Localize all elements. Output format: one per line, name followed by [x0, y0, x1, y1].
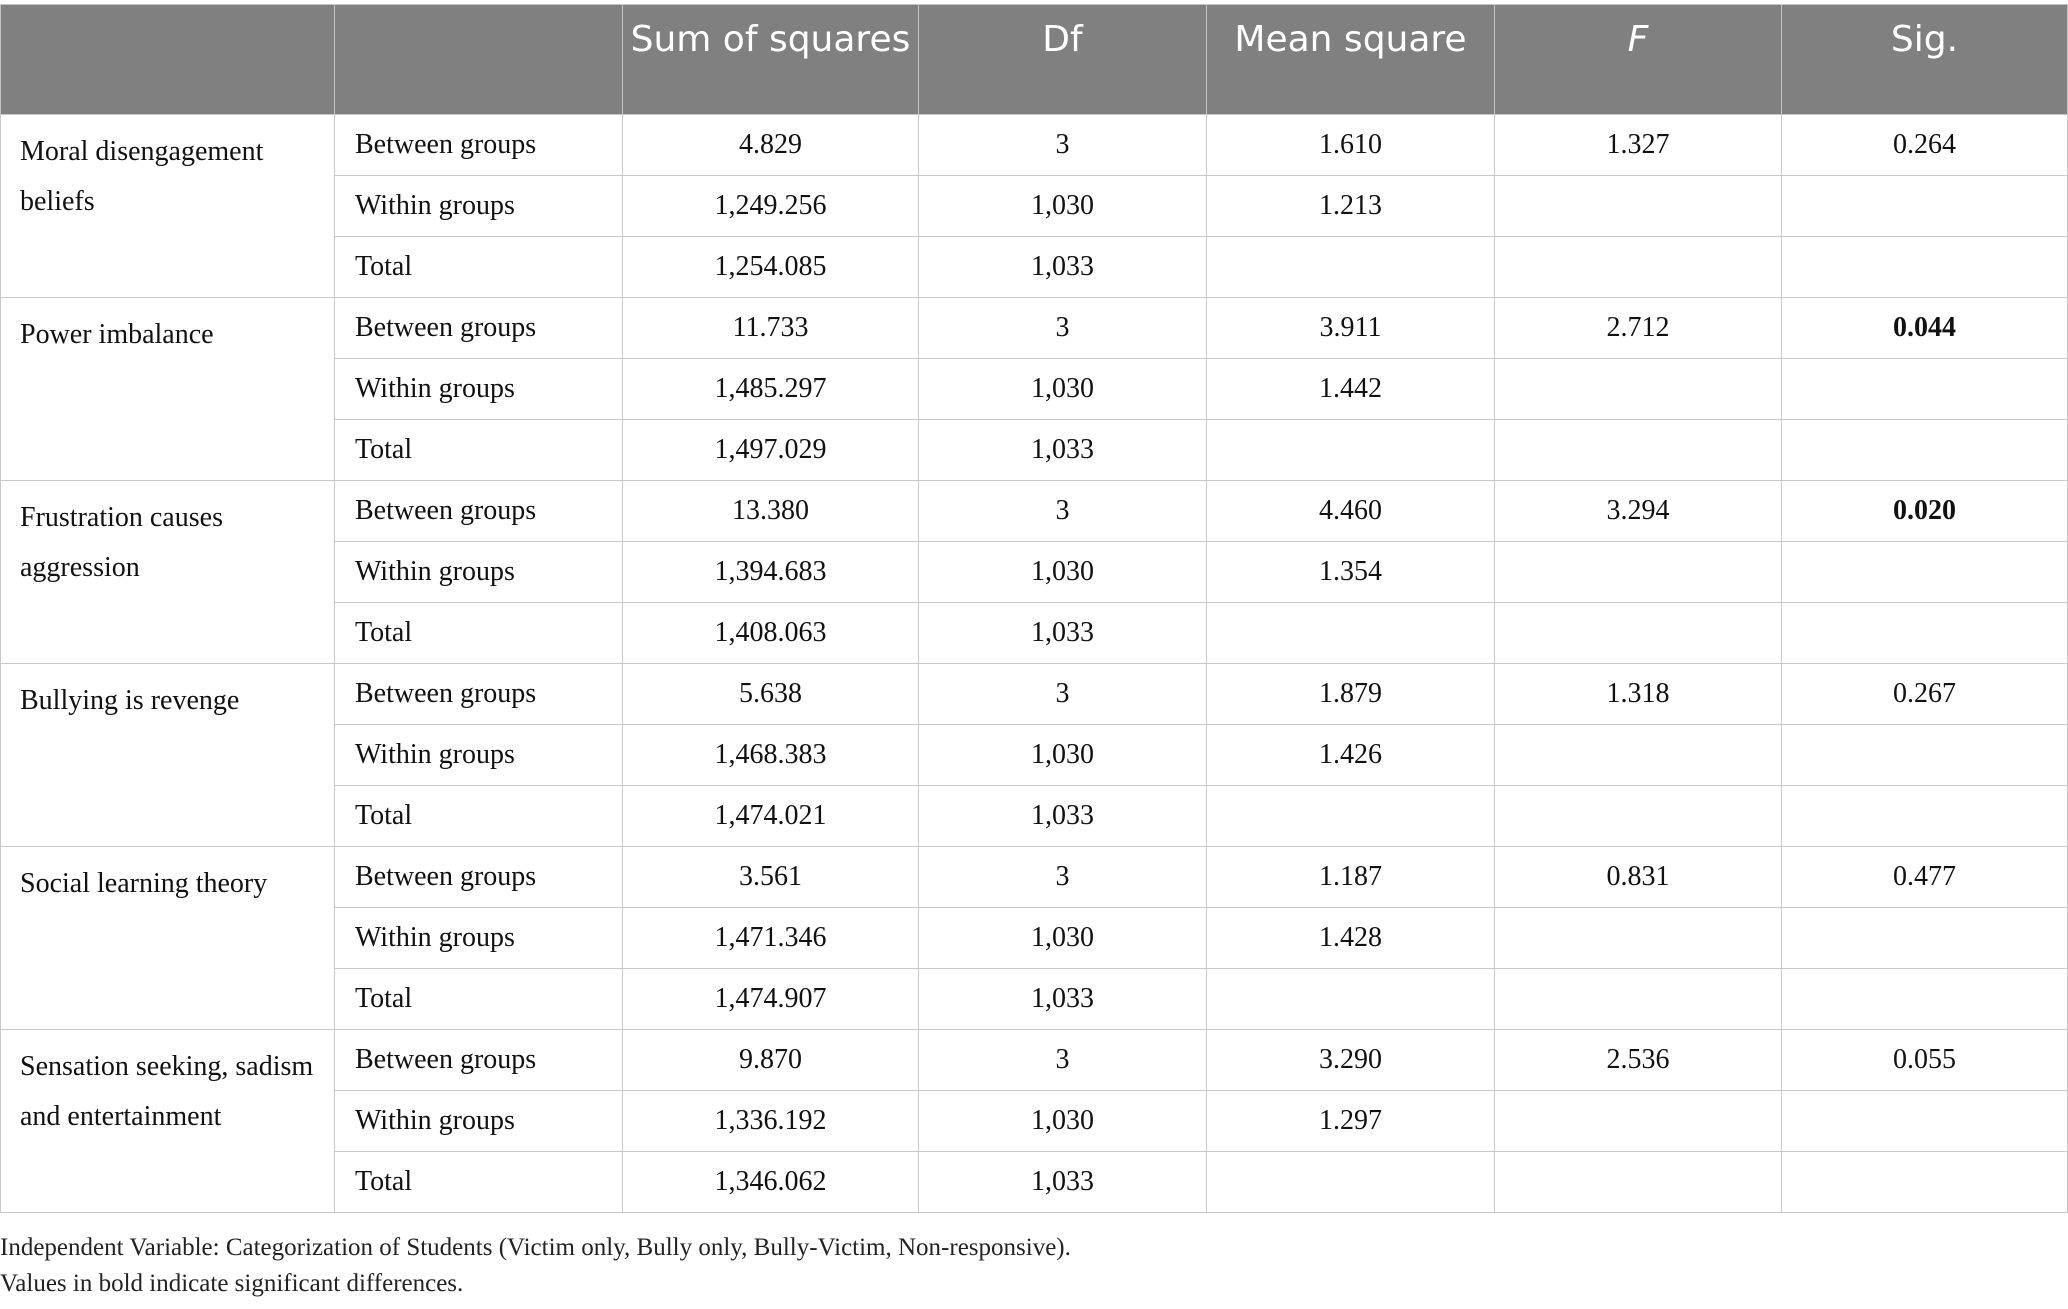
sum-of-squares-cell: 4.829 [623, 115, 919, 176]
sum-of-squares-cell: 5.638 [623, 664, 919, 725]
sig-cell [1782, 969, 2068, 1030]
mean-square-cell [1207, 603, 1495, 664]
source-cell: Within groups [335, 1091, 623, 1152]
mean-square-cell [1207, 237, 1495, 298]
df-cell: 1,030 [919, 1091, 1207, 1152]
sum-of-squares-cell: 1,497.029 [623, 420, 919, 481]
mean-square-cell [1207, 786, 1495, 847]
source-cell: Total [335, 1152, 623, 1213]
df-cell: 3 [919, 115, 1207, 176]
source-cell: Total [335, 969, 623, 1030]
source-cell: Total [335, 786, 623, 847]
table-row [1, 664, 2068, 725]
sig-cell: 0.267 [1782, 664, 2068, 725]
table-row [1, 115, 2068, 176]
header-mean-square: Mean square [1207, 5, 1495, 115]
sum-of-squares-cell: 11.733 [623, 298, 919, 359]
mean-square-cell: 1.297 [1207, 1091, 1495, 1152]
source-cell: Between groups [335, 1030, 623, 1091]
df-cell: 3 [919, 847, 1207, 908]
f-cell [1495, 969, 1782, 1030]
f-cell: 0.831 [1495, 847, 1782, 908]
sum-of-squares-cell: 1,336.192 [623, 1091, 919, 1152]
mean-square-cell: 1.213 [1207, 176, 1495, 237]
header-f: F [1495, 5, 1782, 115]
df-cell: 1,033 [919, 969, 1207, 1030]
sig-cell: 0.477 [1782, 847, 2068, 908]
f-cell: 2.712 [1495, 298, 1782, 359]
table-body [1, 115, 2068, 1213]
variable-name-cell: Bullying is revenge [1, 664, 335, 847]
sum-of-squares-cell: 13.380 [623, 481, 919, 542]
f-cell [1495, 359, 1782, 420]
mean-square-cell: 3.290 [1207, 1030, 1495, 1091]
mean-square-cell: 3.911 [1207, 298, 1495, 359]
f-cell: 3.294 [1495, 481, 1782, 542]
f-cell [1495, 725, 1782, 786]
sum-of-squares-cell: 1,346.062 [623, 1152, 919, 1213]
sig-cell [1782, 1152, 2068, 1213]
variable-name-cell: Power imbalance [1, 298, 335, 481]
table-row [1, 1030, 2068, 1091]
source-cell: Total [335, 420, 623, 481]
variable-name-cell: Moral disengagement beliefs [1, 115, 335, 298]
variable-name-cell: Frustration causes aggression [1, 481, 335, 664]
mean-square-cell [1207, 1152, 1495, 1213]
f-cell [1495, 603, 1782, 664]
sum-of-squares-cell: 1,249.256 [623, 176, 919, 237]
sig-cell: 0.020 [1782, 481, 2068, 542]
sig-cell [1782, 542, 2068, 603]
sum-of-squares-cell: 1,394.683 [623, 542, 919, 603]
df-cell: 1,033 [919, 237, 1207, 298]
f-cell [1495, 237, 1782, 298]
table-row [1, 481, 2068, 542]
source-cell: Total [335, 237, 623, 298]
header-variable [1, 5, 335, 115]
source-cell: Within groups [335, 542, 623, 603]
sum-of-squares-cell: 9.870 [623, 1030, 919, 1091]
sum-of-squares-cell: 3.561 [623, 847, 919, 908]
sig-cell [1782, 420, 2068, 481]
footnote-independent-variable: Independent Variable: Categorization of Students (Victim only, Bully only, Bully-Victim, Non-responsive). [0, 1234, 1071, 1261]
sum-of-squares-cell: 1,408.063 [623, 603, 919, 664]
sig-cell [1782, 1091, 2068, 1152]
source-cell: Within groups [335, 176, 623, 237]
sig-cell [1782, 603, 2068, 664]
source-cell: Between groups [335, 115, 623, 176]
df-cell: 1,033 [919, 420, 1207, 481]
sig-cell: 0.055 [1782, 1030, 2068, 1091]
f-cell [1495, 1152, 1782, 1213]
header-sum-of-squares: Sum of squares [623, 5, 919, 115]
mean-square-cell: 1.354 [1207, 542, 1495, 603]
table-footnotes [0, 1230, 1071, 1302]
header-source [335, 5, 623, 115]
mean-square-cell [1207, 420, 1495, 481]
sum-of-squares-cell: 1,254.085 [623, 237, 919, 298]
df-cell: 1,030 [919, 725, 1207, 786]
df-cell: 3 [919, 298, 1207, 359]
sig-cell [1782, 725, 2068, 786]
footnote-bold-values: Values in bold indicate significant differences. [0, 1270, 464, 1297]
source-cell: Between groups [335, 847, 623, 908]
sum-of-squares-cell: 1,485.297 [623, 359, 919, 420]
anova-table [0, 4, 2068, 1213]
df-cell: 1,030 [919, 908, 1207, 969]
df-cell: 1,030 [919, 542, 1207, 603]
f-cell [1495, 786, 1782, 847]
f-cell: 1.318 [1495, 664, 1782, 725]
df-cell: 1,033 [919, 1152, 1207, 1213]
variable-name-cell: Sensation seeking, sadism and entertainment [1, 1030, 335, 1213]
f-cell [1495, 420, 1782, 481]
f-cell [1495, 542, 1782, 603]
header-df: Df [919, 5, 1207, 115]
df-cell: 3 [919, 664, 1207, 725]
source-cell: Between groups [335, 664, 623, 725]
f-cell [1495, 176, 1782, 237]
source-cell: Between groups [335, 298, 623, 359]
table-row [1, 847, 2068, 908]
header-row [1, 5, 2068, 115]
mean-square-cell: 4.460 [1207, 481, 1495, 542]
sig-cell [1782, 786, 2068, 847]
f-cell [1495, 1091, 1782, 1152]
f-cell [1495, 908, 1782, 969]
mean-square-cell: 1.879 [1207, 664, 1495, 725]
sum-of-squares-cell: 1,474.907 [623, 969, 919, 1030]
df-cell: 1,033 [919, 786, 1207, 847]
mean-square-cell: 1.442 [1207, 359, 1495, 420]
sum-of-squares-cell: 1,468.383 [623, 725, 919, 786]
source-cell: Within groups [335, 908, 623, 969]
f-cell: 2.536 [1495, 1030, 1782, 1091]
source-cell: Between groups [335, 481, 623, 542]
header-sig: Sig. [1782, 5, 2068, 115]
df-cell: 3 [919, 481, 1207, 542]
mean-square-cell: 1.428 [1207, 908, 1495, 969]
mean-square-cell: 1.426 [1207, 725, 1495, 786]
mean-square-cell: 1.187 [1207, 847, 1495, 908]
sig-cell [1782, 176, 2068, 237]
table-header [1, 5, 2068, 115]
mean-square-cell [1207, 969, 1495, 1030]
table-row [1, 298, 2068, 359]
sig-cell: 0.044 [1782, 298, 2068, 359]
sig-cell: 0.264 [1782, 115, 2068, 176]
df-cell: 3 [919, 1030, 1207, 1091]
df-cell: 1,033 [919, 603, 1207, 664]
source-cell: Total [335, 603, 623, 664]
sig-cell [1782, 237, 2068, 298]
df-cell: 1,030 [919, 176, 1207, 237]
sum-of-squares-cell: 1,471.346 [623, 908, 919, 969]
sig-cell [1782, 908, 2068, 969]
mean-square-cell: 1.610 [1207, 115, 1495, 176]
source-cell: Within groups [335, 725, 623, 786]
sum-of-squares-cell: 1,474.021 [623, 786, 919, 847]
df-cell: 1,030 [919, 359, 1207, 420]
sig-cell [1782, 359, 2068, 420]
variable-name-cell: Social learning theory [1, 847, 335, 1030]
f-cell: 1.327 [1495, 115, 1782, 176]
source-cell: Within groups [335, 359, 623, 420]
